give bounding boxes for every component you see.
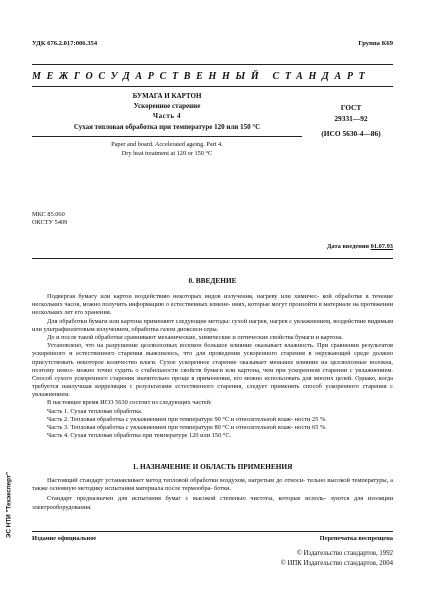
title-rule: [32, 136, 302, 137]
mks-code: МКС 85.060: [32, 211, 65, 218]
udk-code: УДК 676.2.017:006.354: [32, 40, 98, 47]
header-rule-bottom: [32, 86, 393, 87]
english-title-line-2: Dry heat treatment at 120 or 150 °C: [121, 149, 213, 157]
scope-heading: 1. НАЗНАЧЕНИЕ И ОБЛАСТЬ ПРИМЕНЕНИЯ: [132, 462, 293, 471]
intro-paragraph-2: Для обработки бумаги или картона применяют следующие методы: сухой нагрев, нагрев с увлажнением, воздействие видимым или ультрафиолетовым излучением, обработка газом диоксиси серы.: [32, 317, 393, 333]
gost-number: 29331—92: [334, 113, 368, 123]
reprint-prohibited-note: Перепечатка воспрещена: [319, 535, 393, 542]
okstu-code: ОКСТУ 5409: [32, 219, 68, 227]
intro-body: [32, 293, 393, 440]
scope-body: [32, 477, 393, 512]
intro-paragraph-3: До и после такой обработки сравнивают механические, химические и оптические свойства бумаги и картона.: [47, 333, 344, 341]
title-line-2: Ускоренное старение: [133, 102, 201, 111]
footer-rule: [32, 531, 393, 532]
title-line-4: Сухая тепловая обработка при температуре 120 или 150 °С: [73, 122, 261, 131]
intro-paragraph-1: Подвергая бумагу или картон воздействию некоторых видов излучения, нагреву или химичес- кой обработке в течение нескольких часов, можно получить информацию о естественных измене- ниях, которые могут произойти в материале на протяжении нескольких лет его хранения.: [32, 293, 393, 317]
classification-codes: [32, 211, 67, 228]
part-4: Часть 4. Сухая тепловая обработка при температуре 120 или 150 °С.: [47, 432, 232, 440]
title-block: [32, 91, 302, 132]
title-line-3: Часть 4: [152, 112, 182, 121]
iso-reference: (ИСО 5630-4—86): [321, 129, 381, 138]
part-2: Часть 2. Тепловая обработка с увлажнением при температуре 90 °С и относительной влаж- ности 25 %.: [47, 415, 327, 423]
scope-paragraph-1: Настоящий стандарт устанавливает метод тепловой обработки воздухом, нагретым до относи- тельно высокой температуры, а также основную методику испытания материала после термообра- ботки.: [32, 477, 393, 493]
gost-label: ГОСТ: [340, 103, 362, 112]
effective-date-value: 01.07.93: [370, 243, 393, 250]
side-stamp: [4, 425, 14, 585]
official-edition-note: Издание официальное: [32, 535, 97, 542]
gost-block: [306, 103, 396, 140]
title-line-1: БУМАГА И КАРТОН: [132, 92, 202, 100]
part-1: Часть 1. Сухая тепловая обработка.: [47, 407, 143, 415]
intro-paragraph-4: Установлено, что на разрушение целлюлозных волокон большое влияние оказывает влажность. При сравнении результатов ускоренного и естественного старения выяснилось, что для проведения ускоренного старения в окружающей среде должно присутствовать некоторое количество влаги. Сухое ускоренное старение оказывает меньшее влияние на целлюлозные волокна, поэтому невоз- можно точно судить о стабильности свойств бумаги или картона, чем при ускоренном старении с увлажнением. Способ сухого ускоренного старения значительно проще в применении, его можно использовать для многих целей. Однако, когда требуется наилучшая корреляция с результатами естественного старения, следует применять способ ускоренного старения с увлажнением.: [32, 342, 393, 399]
side-stamp-text: ЭС НТИ "Техэксперт": [5, 472, 13, 538]
standard-type-title: МЕЖГОСУДАРСТВЕННЫЙ СТАНДАРТ: [32, 71, 371, 82]
copyright-line-2: © ИПК Издательство стандартов, 2004: [280, 560, 393, 567]
copyright-line-1: © Издательство стандартов, 1992: [296, 550, 393, 557]
effective-date: [327, 243, 393, 250]
effective-date-label: Дата введения: [327, 243, 370, 250]
group-code: Группа К69: [358, 40, 393, 47]
english-title: [32, 141, 302, 158]
part-3: Часть 3. Тепловая обработка с увлажнением при температуре 80 °С и относительной влаж- ности 65 %.: [47, 424, 327, 431]
english-title-line-1: Paper and board. Accelerated ageing. Part 4.: [111, 141, 223, 148]
copyright-block: [193, 549, 393, 569]
date-rule: [32, 258, 393, 259]
parts-intro: В настоящее время ИСО 5630 состоит из следующих частей:: [47, 399, 212, 407]
intro-heading: 0. ВВЕДЕНИЕ: [188, 276, 237, 285]
scope-paragraph-2: Стандарт предназначен для испытания бумаг с высокой степенью чистоты, которые исполь- зуются для изоляции электрооборудования.: [32, 495, 393, 511]
header-rule-top: [32, 64, 393, 65]
